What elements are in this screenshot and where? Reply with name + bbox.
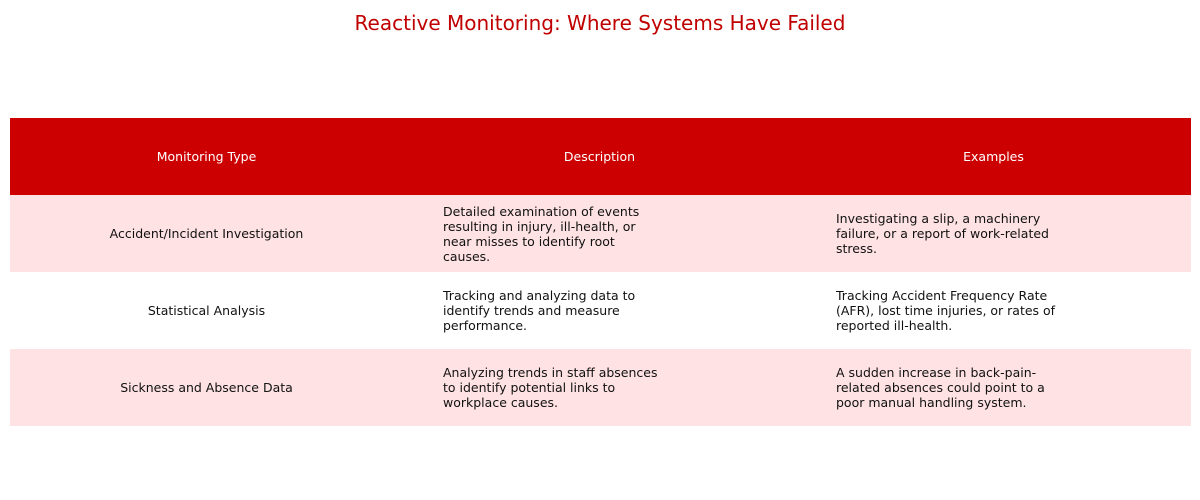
header-examples: Examples bbox=[963, 149, 1024, 164]
cell-monitoring-type: Sickness and Absence Data bbox=[120, 380, 293, 395]
table-row bbox=[10, 195, 1191, 272]
table-row bbox=[10, 349, 1191, 426]
cell-description bbox=[403, 288, 796, 333]
cell-monitoring-type: Statistical Analysis bbox=[147, 303, 266, 318]
cell-examples bbox=[796, 211, 1191, 256]
header-description: Description bbox=[563, 149, 636, 164]
table-row bbox=[10, 272, 1191, 349]
cell-examples bbox=[796, 365, 1191, 410]
cell-description bbox=[403, 365, 796, 410]
description-text: Tracking and analyzing data to identify trends and measure performance. bbox=[443, 288, 636, 333]
cell-description bbox=[403, 204, 796, 264]
examples-text: Tracking Accident Frequency Rate (AFR), lost time injuries, or rates of reported ill-health. bbox=[836, 288, 1056, 333]
monitoring-table bbox=[10, 118, 1191, 426]
examples-text: A sudden increase in back-pain-related absences could point to a poor manual handling system. bbox=[836, 365, 1045, 410]
description-text: Detailed examination of events resulting in injury, ill-health, or near misses to identify root causes. bbox=[443, 203, 640, 264]
table-header-row bbox=[10, 118, 1191, 195]
page-title: Reactive Monitoring: Where Systems Have Failed bbox=[354, 11, 846, 35]
header-monitoring-type: Monitoring Type bbox=[156, 149, 257, 164]
examples-text: Investigating a slip, a machinery failure, or a report of work-related stress. bbox=[836, 211, 1049, 256]
cell-examples bbox=[796, 288, 1191, 333]
description-text: Analyzing trends in staff absences to identify potential links to workplace causes. bbox=[443, 365, 658, 410]
cell-monitoring-type: Accident/Incident Investigation bbox=[109, 226, 304, 241]
